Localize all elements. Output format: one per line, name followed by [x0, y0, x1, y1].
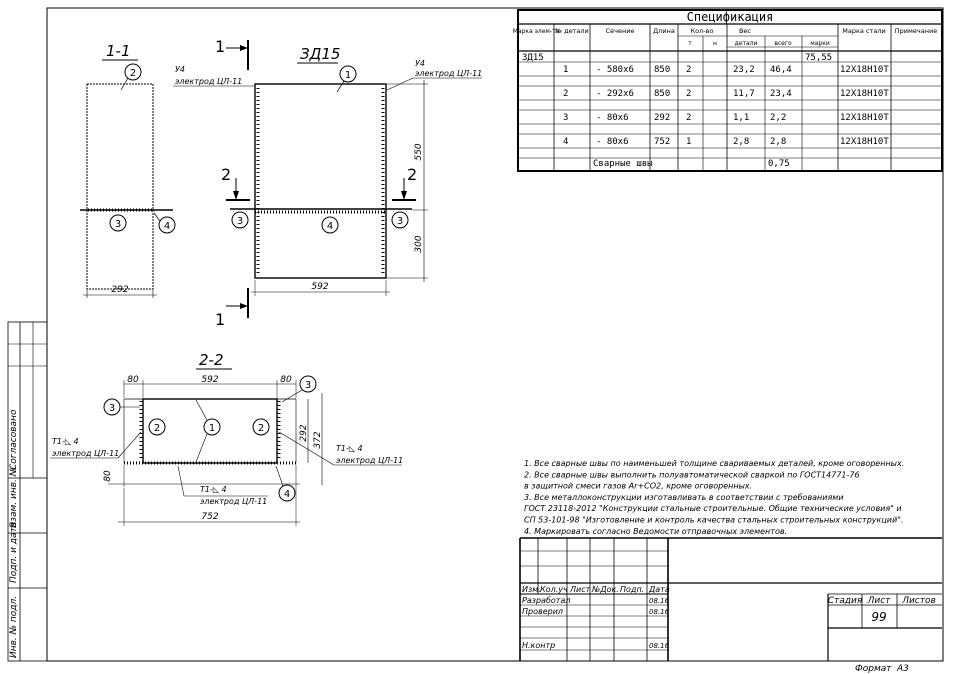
note-line-1: 1. Все сварные швы по наименьшей толщине свариваемых деталей, кроме оговоренных.: [524, 459, 905, 468]
spec-row-1-qty: 2: [686, 65, 692, 75]
note-line-6: СП 53-101-98 "Изготовление и контроль качества стальных строительных конструкций".: [524, 515, 904, 525]
main-mark-4: 4: [326, 221, 334, 232]
main-dim-592: 592: [311, 282, 329, 292]
spec-row-4-no: 4: [563, 137, 569, 147]
weld-electrode-right: электрод ЦЛ-11: [415, 69, 483, 78]
spec-element-weight: 75,55: [805, 53, 833, 63]
spec-hdr-note: Примечание: [894, 27, 938, 35]
tb-nkontr: Н.контр: [522, 641, 556, 650]
spec-row-1-length: 850: [654, 65, 671, 75]
v22-weld-right-electrode: электрод ЦЛ-11: [336, 456, 404, 465]
spec-hdr-qty-t: т: [688, 40, 692, 47]
spec-hdr-steel: Марка стали: [842, 27, 886, 35]
spec-hdr-w-total: всего: [774, 40, 792, 47]
tb-sheet-no: 99: [871, 610, 887, 624]
view11-mark-4: 4: [163, 221, 171, 232]
v22-dim-80-left: 80: [127, 375, 139, 385]
cut-1-top-label: 1: [215, 37, 226, 56]
spec-row-2-length: 850: [654, 89, 671, 99]
view-main-title: ЗД15: [300, 45, 341, 63]
tb-col-podp: Подп.: [620, 585, 645, 594]
v22-dim-80-right: 80: [280, 375, 292, 385]
spec-row-3-w_total: 2,2: [770, 113, 787, 123]
spec-hdr-weight: Вес: [738, 27, 752, 35]
tb-listov: Листов: [902, 596, 936, 606]
spec-hdr-w-part: детали: [734, 40, 758, 47]
main-mark-3-left: 3: [236, 216, 244, 227]
tb-col-data: Дата: [649, 585, 670, 594]
main-mark-3-right: 3: [396, 216, 404, 227]
spec-hdr-section: Сечение: [605, 27, 635, 35]
note-line-7: 4. Маркировать согласно Ведомости отправочных элементов.: [524, 526, 788, 536]
spec-row-3-steel: 12Х18Н10Т: [840, 113, 889, 123]
spec-row-1-no: 1: [563, 65, 569, 75]
spec-row-3-length: 292: [654, 113, 671, 123]
side-stamp: [8, 322, 47, 661]
cut-2-left-label: 2: [221, 165, 232, 184]
tb-proveril: Проверил: [522, 607, 564, 616]
spec-row-3-section: - 80x6: [596, 113, 629, 123]
spec-row-2-w_total: 23,4: [770, 89, 792, 99]
tb-col-list: Лист: [570, 585, 591, 594]
v22-dim-592: 592: [201, 375, 219, 385]
spec-row-2-section: - 292x6: [596, 89, 634, 99]
main-dim-300: 300: [414, 235, 424, 253]
view-2-2-title: 2-2: [199, 351, 224, 369]
v22-weld-bottom-fillet: Т1-◺ 4: [200, 485, 227, 494]
weld-electrode-left: электрод ЦЛ-11: [175, 77, 243, 86]
note-line-5: ГОСТ 23118-2012 "Конструкции стальные строительные. Общие технические условия" и: [524, 504, 902, 514]
specification-table: [513, 10, 942, 171]
v22-dim-80-bottom: 80: [103, 470, 113, 482]
tb-razrabotal: Разработал: [522, 596, 571, 605]
v22-mark-2-left: 2: [153, 423, 161, 434]
view-main: [173, 37, 482, 329]
cut-1-bottom-label: 1: [215, 310, 226, 329]
tb-date-2: 08.16: [649, 608, 670, 616]
v22-mark-2-right: 2: [257, 423, 265, 434]
v22-weld-right-fillet: Т1-◺ 4: [336, 444, 363, 453]
spec-welds-label: Сварные швы: [593, 159, 653, 169]
general-notes: [524, 459, 904, 536]
tb-list: Лист: [867, 596, 891, 606]
spec-row-2-steel: 12Х18Н10Т: [840, 89, 889, 99]
tb-date-3: 08.16: [649, 642, 670, 650]
tb-format-value: А3: [897, 664, 909, 674]
spec-row-1-w_part: 23,2: [733, 65, 755, 75]
spec-hdr-length: Длина: [653, 27, 675, 35]
soglasovano-label: Согласовано: [9, 409, 19, 470]
tb-stadia: Стадия: [827, 596, 863, 606]
v22-dim-372: 372: [313, 431, 323, 449]
spec-row-3-w_part: 1,1: [733, 113, 750, 123]
view-1-1: [80, 42, 175, 298]
spec-row-1-w_total: 46,4: [770, 65, 792, 75]
v22-mark-4: 4: [283, 489, 291, 500]
spec-row-4-w_total: 2,8: [770, 137, 787, 147]
view-1-1-title: 1-1: [106, 42, 131, 60]
spec-row-4-w_part: 2,8: [733, 137, 750, 147]
cut-2-right-label: 2: [407, 165, 418, 184]
view11-mark-2: 2: [129, 68, 137, 79]
spec-hdr-w-mark: марки: [810, 40, 830, 47]
spec-row-4-steel: 12Х18Н10Т: [840, 137, 889, 147]
v22-weld-bottom-electrode: электрод ЦЛ-11: [200, 497, 268, 506]
view-2-2: [50, 351, 403, 526]
v22-dim-292: 292: [299, 424, 309, 442]
view11-dim-292: 292: [111, 285, 129, 295]
vzam-label: Взам. инв. №: [9, 466, 19, 528]
spec-row-4-qty: 1: [686, 137, 692, 147]
v22-dim-752: 752: [201, 512, 219, 522]
spec-row-4-length: 752: [654, 137, 671, 147]
spec-row-2-qty: 2: [686, 89, 692, 99]
tb-date-1: 08.16: [649, 597, 670, 605]
sheet-frame: [47, 8, 943, 661]
spec-hdr-qty-n: н: [713, 40, 717, 47]
podp-data-label: Подп. и дата: [9, 521, 19, 583]
spec-hdr-part: № детали: [555, 27, 589, 35]
title-block: [520, 538, 942, 674]
inv-podl-label: Инв. № подл.: [9, 595, 19, 658]
weld-leg-right: У4: [415, 59, 425, 68]
spec-row-3-no: 3: [563, 113, 569, 123]
note-line-2: 2. Все сварные швы выполнить полуавтоматической сваркой по ГОСТ14771-76: [524, 470, 860, 480]
tb-format-label: Формат: [855, 664, 892, 674]
spec-row-2-w_part: 11,7: [733, 89, 755, 99]
tb-col-koluch: Кол.уч: [540, 585, 568, 594]
note-line-3: в защитной смеси газов Ar+CO2, кроме оговоренных.: [524, 481, 753, 491]
spec-row-1-section: - 580x6: [596, 65, 634, 75]
main-mark-1: 1: [344, 70, 352, 81]
spec-row-1-steel: 12Х18Н10Т: [840, 65, 889, 75]
v22-mark-3-right: 3: [304, 380, 312, 391]
spec-row-2-no: 2: [563, 89, 569, 99]
spec-element-mark: ЗД15: [522, 53, 544, 63]
view11-mark-3: 3: [114, 219, 122, 230]
v22-mark-3-left: 3: [108, 403, 116, 414]
spec-title: Спецификация: [686, 10, 774, 24]
spec-rows: [563, 65, 889, 147]
weld-leg-left: У4: [175, 65, 185, 74]
spec-row-4-section: - 80x6: [596, 137, 629, 147]
v22-weld-left-electrode: электрод ЦЛ-11: [52, 449, 120, 458]
spec-welds-weight: 0,75: [768, 159, 790, 169]
note-line-4: 3. Все металлоконструкции изготавливать в соответствии с требованиями: [524, 492, 844, 502]
v22-weld-left-fillet: Т1-◺ 4: [52, 437, 79, 446]
spec-hdr-mark: Марка элем-та: [512, 28, 560, 35]
spec-hdr-qty: Кол-во: [690, 27, 714, 35]
tb-col-ndok: №Док.: [592, 585, 619, 594]
main-dim-550: 550: [414, 143, 424, 161]
tb-col-izm: Изм.: [522, 585, 541, 594]
v22-mark-1: 1: [208, 423, 216, 434]
spec-row-3-qty: 2: [686, 113, 692, 123]
